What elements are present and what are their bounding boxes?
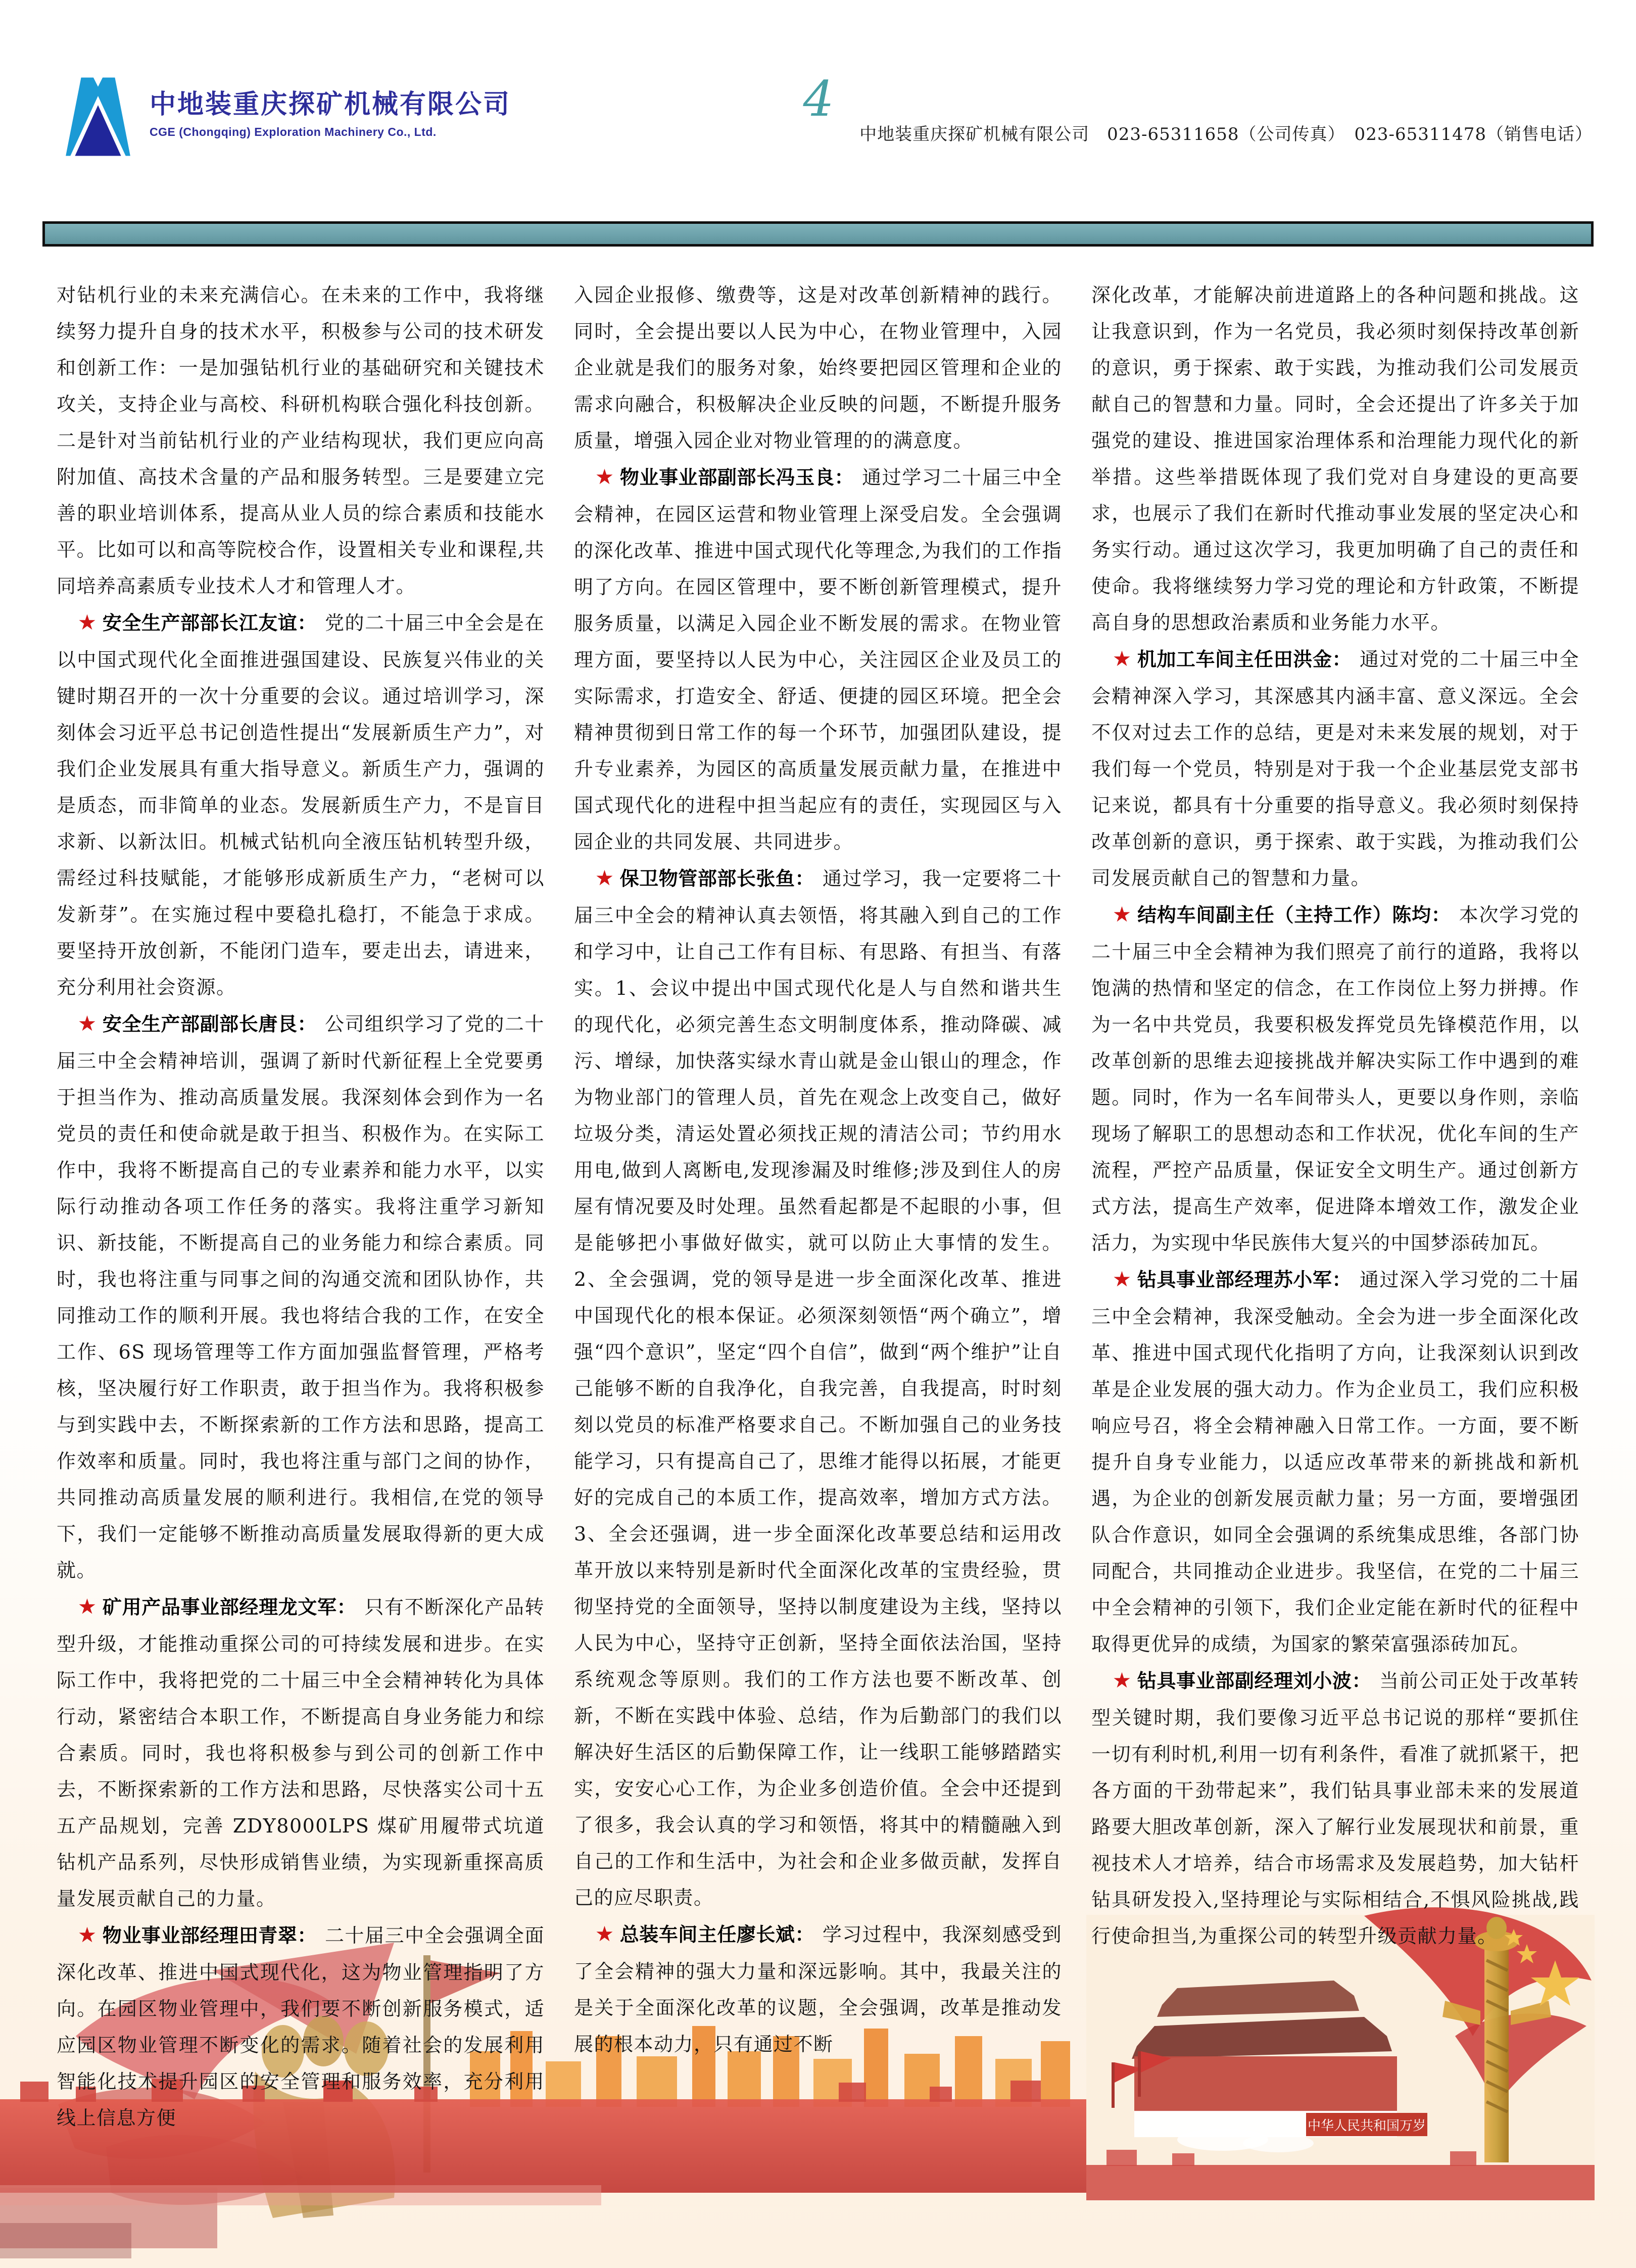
paragraph-text: 入园企业报修、缴费等，这是对改革创新精神的践行。同时，全会提出要以人民为中心，在物业管理中，入园企业就是我们的服务对象，始终要把园区管理和企业的需求向融合，积极解决企业反映的问题，不断提升服务质量，增强入园企业对物业管理的的满意度。 [574,284,1062,452]
speech-text: 通过学习二十届三中全会精神，在园区运营和物业管理上深受启发。全会强调的深化改革、推进中国式现代化等理念,为我们的工作指明了方向。在园区管理中，要不断创新管理模式，提升服务质量，以满足入园企业不断发展的需求。在物业管理方面，要坚持以人民为中心，关注园区企业及员工的实际需求，打造安全、舒适、便捷的园区环境。把全会精神贯彻到日常工作的每一个环节，加强团队建设，提升专业素养，为园区的高质量发展贡献力量，在推进中国式现代化的进程中担当起应有的责任，实现园区与入园企业的共同发展、共同进步。 [574,466,1062,853]
speech-paragraph [57,604,545,1005]
red-star-icon: ★ [595,1921,615,1946]
speaker-name: 钻具事业部经理苏小军： [1137,1270,1352,1291]
logo-mountain-icon [60,76,136,161]
speech-text: 只有不断深化产品转型升级，才能推动重探公司的可持续发展和进步。在实际工作中，我将把党的二十届三中全会精神转化为具体行动，紧密结合本职工作，不断提高自身业务能力和综合素质。同时，我也将积极参与到公司的创新工作中去，不断探索新的工作方法和思路，尽快落实公司十五五产品规划，完善 ZDY8000LPS 煤矿用履带式坑道钻机产品系列，尽快形成销售业绩，为实现新重探高质量发展贡献自己的力量。 [57,1596,545,1910]
speech-text: 二十届三中全会强调全面深化改革、推进中国式现代化，这为物业管理指明了方向。在园区物业管理中，我们要不断创新服务模式，适应园区物业管理不断变化的需求。随着社会的发展利用智能化技术提升园区的安全管理和服务效率，充分利用线上信息方便 [57,1924,545,2129]
red-star-icon: ★ [77,1011,98,1036]
page-header [0,0,1636,217]
speech-paragraph [574,860,1062,1916]
speaker-name: 安全生产部副部长唐艮： [102,1014,317,1035]
paragraph-text: 对钻机行业的未来充满信心。在未来的工作中，我将继续努力提升自身的技术水平，积极参与公司的技术研发和创新工作：一是加强钻机行业的基础研究和关键技术攻关，支持企业与高校、科研机构联合强化科技创新。二是针对当前钻机行业的产业结构现状，我们更应向高附加值、高技术含量的产品和服务转型。三是要建立完善的职业培训体系，提高从业人员的综合素质和技能水平。比如可以和高等院校合作，设置相关专业和课程,共同培养高素质专业技术人才和管理人才。 [57,284,545,597]
speaker-name: 总装车间主任廖长斌： [619,1924,814,1946]
red-star-icon: ★ [595,865,615,890]
red-star-icon: ★ [77,1922,98,1947]
speaker-name: 矿用产品事业部经理龙文军： [102,1597,357,1618]
speech-text: 通过学习，我一定要将二十届三中全会的精神认真去领悟，将其融入到自己的工作和学习中，让自己工作有目标、有思路、有担当、有落实。1、会议中提出中国式现代化是人与自然和谐共生的现代化，必须完善生态文明制度体系，推动降碳、减污、增绿，加快落实绿水青山就是金山银山的理念，作为物业部门的管理人员，首先在观念上改变自己，做好垃圾分类，清运处置必须找正规的清洁公司；节约用水用电,做到人离断电,发现渗漏及时维修;涉及到住人的房屋有情况要及时处理。虽然看起都是不起眼的小事，但是能够把小事做好做实，就可以防止大事情的发生。2、全会强调，党的领导是进一步全面深化改革、推进中国现代化的根本保证。必须深刻领悟“两个确立”，增强“四个意识”，坚定“四个自信”，做到“两个维护”让自己能够不断的自我净化，自我完善，自我提高，时时刻刻以党员的标准严格要求自己。不断加强自己的业务技能学习，只有提高自己了，思维才能得以拓展，才能更好的完成自己的本质工作，提高效率，增加方式方法。3、全会还强调，进一步全面深化改革要总结和运用改革开放以来特别是新时代全面深化改革的宝贵经验，贯彻坚持党的全面领导，坚持以制度建设为主线，坚持以人民为中心，坚持守正创新，坚持全面依法治国，坚持系统观念等原则。我们的工作方法也要不断改革、创新，不断在实践中体验、总结，作为后勤部门的我们以解决好生活区的后勤保障工作，让一线职工能够踏踏实实，安安心心工作，为企业多创造价值。全会中还提到了很多，我会认真的学习和领悟，将其中的精髓融入到自己的工作和生活中，为社会和企业多做贡献，发挥自己的应尽职责。 [574,867,1062,1909]
speech-paragraph [1091,1662,1579,1954]
speech-text: 本次学习党的二十届三中全会精神为我们照亮了前行的道路，我将以饱满的热情和坚定的信念，在工作岗位上努力拼搏。作为一名中共党员，我要积极发挥党员先锋模范作用，以改革创新的思维去迎接挑战并解决实际工作中遇到的难题。同时，作为一名车间带头人，更要以身作则，亲临现场了解职工的思想动态和工作状况，优化车间的生产流程，严控产品质量，保证安全文明生产。通过创新方式方法，提高生产效率，促进降本增效工作，激发企业活力，为实现中华民族伟大复兴的中国梦添砖加瓦。 [1091,904,1579,1254]
red-star-icon: ★ [77,1594,98,1619]
company-name-cn: 中地装重庆探矿机械有限公司 [150,90,511,119]
speaker-name: 安全生产部部长江友谊： [102,613,317,634]
contact-info: 中地装重庆探矿机械有限公司 023-65311658（公司传真） 023-65311478（销售电话） [859,124,1593,144]
speech-text: 通过深入学习党的二十届三中全会精神，我深受触动。全会为进一步全面深化改革、推进中国式现代化指明了方向，让我深刻认识到改革是企业发展的强大动力。作为企业员工，我们应积极响应号召，将全会精神融入日常工作。一方面，要不断提升自身专业能力，以适应改革带来的新挑战和新机遇，为企业的创新发展贡献力量；另一方面，要增强团队合作意识，如同全会强调的系统集成思维，各部门协同配合，共同推动企业进步。我坚信，在党的二十届三中全会精神的引领下，我们企业定能在新时代的征程中取得更优异的成绩，为国家的繁荣富强添砖加瓦。 [1091,1269,1579,1655]
speech-paragraph [57,1588,545,1917]
article-columns [57,277,1579,2136]
speaker-name: 物业事业部经理田青翠： [102,1925,317,1947]
speech-text: 当前公司正处于改革转型关键时期，我们要像习近平总书记说的那样“要抓住一切有利时机,利用一切有利条件，看准了就抓紧干，把各方面的干劲带起来”，我们钻具事业部未来的发展道路要大胆改革创新，深入了解行业发展现状和前景，重视技术人才培养，结合市场需求及发展趋势，加大钻杆钻具研发投入,坚持理论与实际相结合,不惧风险挑战,践行使命担当,为重探公司的转型升级贡献力量。 [1091,1670,1579,1947]
red-star-icon: ★ [1112,1267,1132,1291]
speaker-name: 钻具事业部副经理刘小波： [1137,1671,1372,1692]
speech-paragraph [1091,1261,1579,1662]
speech-text: 通过对党的二十届三中全会精神深入学习，其深感其内涵丰富、意义深远。全会不仅对过去工作的总结，更是对未来发展的规划，对于我们每一个党员，特别是对于我一个企业基层党支部书记来说，都具有十分重要的指导意义。我必须时刻保持改革创新的意识，勇于探索、敢于实践，为推动我们公司发展贡献自己的智慧和力量。 [1091,648,1579,889]
company-logo [60,76,511,161]
speaker-name: 结构车间副主任（主持工作）陈均： [1137,905,1451,926]
paragraph-text: 深化改革，才能解决前进道路上的各种问题和挑战。这让我意识到，作为一名党员，我必须时刻保持改革创新的意识，勇于探索、敢于实践，为推动我们公司发展贡献自己的智慧和力量。同时，全会还提出了许多关于加强党的建设、推进国家治理体系和治理能力现代化的新举措。这些举措既体现了我们党对自身建设的更高要求，也展示了我们在新时代推动事业发展的坚定决心和务实行动。通过这次学习，我更加明确了自己的责任和使命。我将继续努力学习党的理论和方针政策，不断提高自身的思想政治素质和业务能力水平。 [1091,284,1579,634]
red-star-icon: ★ [595,464,615,489]
paragraph [574,277,1062,459]
speech-text: 党的二十届三中全会是在以中国式现代化全面推进强国建设、民族复兴伟业的关键时期召开的一次十分重要的会议。通过培训学习，深刻体会习近平总书记创造性提出“发展新质生产力”，对我们企业发展具有重大指导意义。新质生产力，强调的是质态，而非简单的业态。发展新质生产力，不是盲目求新、以新汰旧。机械式钻机向全液压钻机转型升级，需经过科技赋能，才能够形成新质生产力，“老树可以发新芽”。在实施过程中要稳扎稳打，不能急于求成。要坚持开放创新，不能闭门造车，要走出去，请进来，充分利用社会资源。 [57,612,545,998]
speech-paragraph [57,1005,545,1588]
column-3 [1091,277,1579,2136]
speaker-name: 保卫物管部部长张鱼： [619,868,814,890]
red-star-icon: ★ [1112,1668,1132,1693]
red-star-icon: ★ [1112,646,1132,671]
speech-paragraph [1091,641,1579,896]
speech-paragraph [574,1916,1062,2062]
header-divider-bar [42,221,1594,247]
paragraph [1091,277,1579,641]
speech-text: 公司组织学习了党的二十届三中全会精神培训，强调了新时代新征程上全党要勇于担当作为、推动高质量发展。我深刻体会到作为一名党员的责任和使命就是敢于担当、积极作为。在实际工作中，我将不断提高自己的专业素养和能力水平，以实际行动推动各项工作任务的落实。我将注重学习新知识、新技能，不断提高自己的业务能力和综合素质。同时，我也将注重与同事之间的沟通交流和团队协作，共同推动工作的顺利开展。我也将结合我的工作，在安全工作、6S 现场管理等工作方面加强监督管理，严格考核，坚决履行好工作职责，敢于担当作为。我将积极参与到实践中去，不断探索新的工作方法和思路，提高工作效率和质量。同时，我也将注重与部门之间的协作，共同推动高质量发展的顺利进行。我相信,在党的领导下，我们一定能够不断推动高质量发展取得新的更大成就。 [57,1013,545,1581]
speaker-name: 物业事业部副部长冯玉良： [619,467,854,489]
page-number: 4 [803,71,834,127]
company-name-en: CGE (Chongqing) Exploration Machinery Co., Ltd. [150,125,437,138]
column-1 [57,277,545,2136]
speech-text: 学习过程中，我深刻感受到了全会精神的强大力量和深远影响。其中，我最关注的是关于全面深化改革的议题，全会强调，改革是推动发展的根本动力，只有通过不断 [574,1923,1062,2055]
paragraph [57,277,545,604]
speaker-name: 机加工车间主任田洪金： [1137,649,1352,670]
plaque-text: 中华人民共和国万岁 [1307,2118,1426,2133]
red-star-icon: ★ [1112,902,1133,927]
column-2 [574,277,1062,2136]
speech-paragraph [1091,896,1579,1261]
red-star-icon: ★ [77,610,98,635]
speech-paragraph [57,1917,545,2136]
speech-paragraph [574,459,1062,860]
